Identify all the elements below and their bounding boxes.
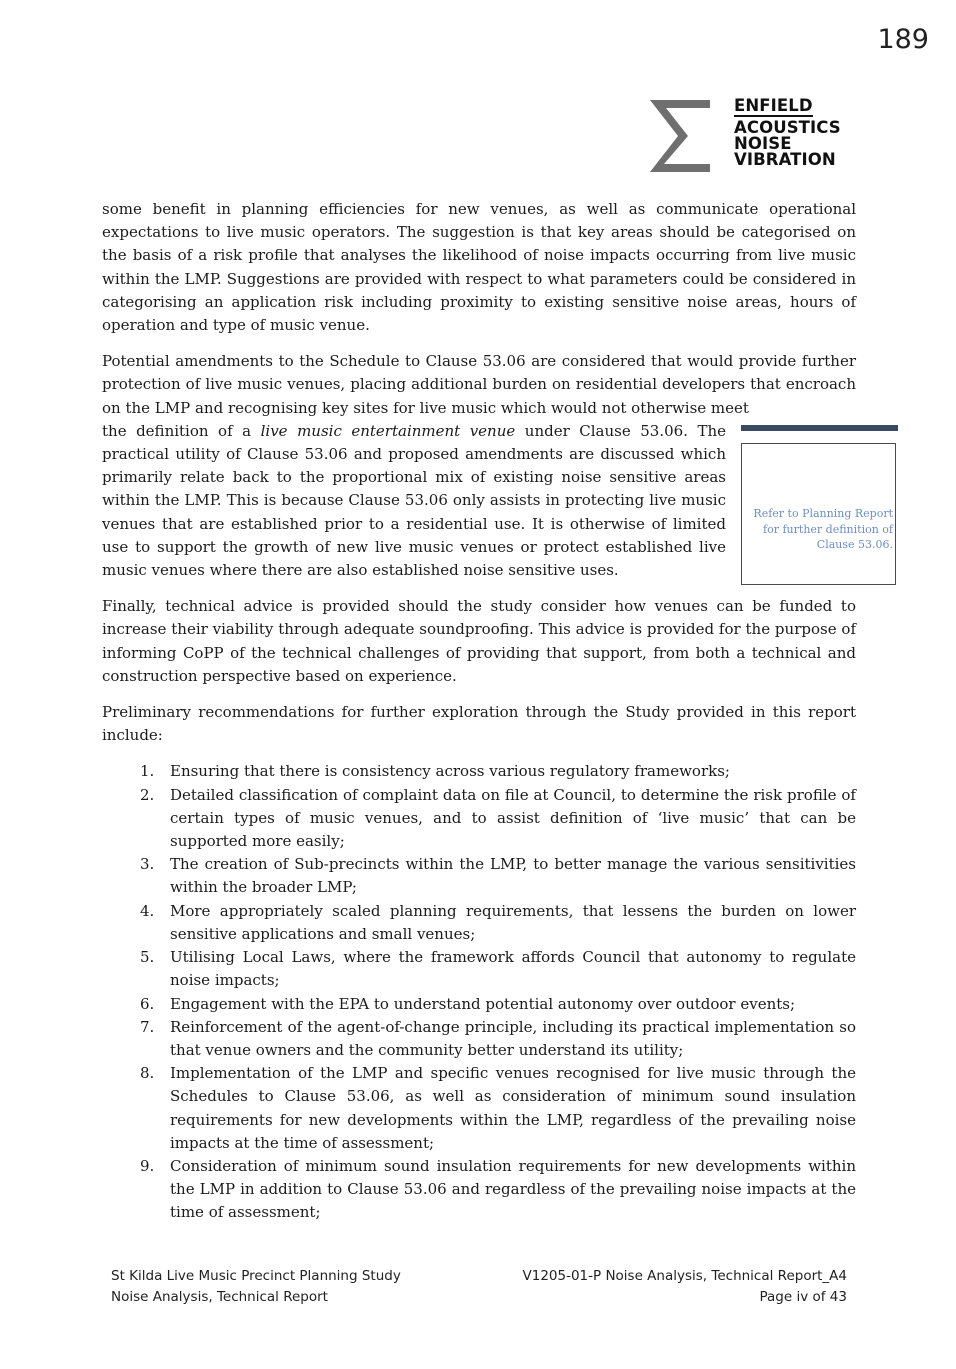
paragraph-4: Preliminary recommendations for further exploration through the Study provided in this report include:: [102, 703, 856, 745]
footer-page-info: Page iv of 43: [759, 1289, 847, 1305]
list-item: 7. Reinforcement of the agent-of-change principle, including its practical implementation so that venue owners and the community better understand its utility;: [140, 1017, 856, 1059]
list-item: 1. Ensuring that there is consistency across various regulatory frameworks;: [140, 762, 730, 781]
logo-text-line-2: ACOUSTICS: [734, 118, 841, 137]
paragraph-2-continued: [102, 420, 726, 582]
logo-text-line-3: NOISE: [734, 134, 792, 153]
paragraph-1: some benefit in planning efficiencies for new venues, as well as communicate operational expectations to live music operators. The suggestion is that key areas should be categorised on the basis of a risk profile that analyses the likelihood of noise impacts occurring from live music within the LMP. Suggestions are provided with respect to what parameters could be considered in categorising an application risk including proximity to existing sensitive noise areas, hours of operation and type of music venue.: [102, 200, 856, 335]
list-item: 2. Detailed classification of complaint data on file at Council, to determine the risk profile of certain types of music venues, and to assist definition of ‘live music’ that can be supported more easily;: [140, 785, 856, 851]
list-item: 8. Implementation of the LMP and specific venues recognised for live music through the Schedules to Clause 53.06, as well as consideration of minimum sound insulation requirements for new developments within the LMP, regardless of the prevailing noise impacts at the time of assessment;: [140, 1064, 856, 1152]
footer-document-id: V1205-01-P Noise Analysis, Technical Report_A4: [522, 1268, 847, 1284]
paragraph-2: Potential amendments to the Schedule to Clause 53.06 are considered that would provide further protection of live music venues, placing additional burden on residential developers that encroach on the LMP and recognising key sites for live music which would not otherwise meet: [102, 352, 856, 417]
sigma-logo-icon: [648, 96, 712, 172]
paragraph-2-text-b: under Clause 53.06. The practical utility of Clause 53.06 and proposed amendments are discussed which primarily relate back to the proportional mix of existing noise sensitive areas within the LMP. This is because Clause 53.06 only assists in protecting live music venues that are established prior to a residential use. It is otherwise of limited use to support the growth of new live music venues or protect established live music venues where there are also established noise sensitive uses.: [102, 421, 726, 580]
sidebar-accent-bar: [741, 425, 898, 431]
body-text: [102, 198, 856, 1225]
page-number: 189: [877, 24, 929, 55]
list-item: 5. Utilising Local Laws, where the framework affords Council that autonomy to regulate noise impacts;: [140, 948, 856, 990]
list-item: 3. The creation of Sub-precincts within the LMP, to better manage the various sensitivities within the broader LMP;: [140, 855, 856, 897]
logo-text-line-1: ENFIELD: [734, 96, 813, 115]
list-item: 6. Engagement with the EPA to understand potential autonomy over outdoor events;: [140, 994, 796, 1013]
sidebar-note-box: [741, 443, 896, 585]
paragraph-2-italic-term: live music entertainment venue: [260, 421, 516, 440]
footer-project-title: St Kilda Live Music Precinct Planning Study: [111, 1268, 401, 1284]
company-logo: [648, 96, 848, 176]
paragraph-3: Finally, technical advice is provided should the study consider how venues can be funded to increase their viability through adequate soundproofing. This advice is provided for the purpose of informing CoPP of the technical challenges of providing that support, from both a technical and construction perspective based on experience.: [102, 597, 856, 685]
recommendations-list: [102, 760, 856, 1224]
logo-text-line-4: VIBRATION: [734, 150, 836, 169]
list-item: 9. Consideration of minimum sound insulation requirements for new developments within the LMP in addition to Clause 53.06 and regardless of the prevailing noise impacts at the time of assessment;: [140, 1156, 856, 1222]
paragraph-2-text-a: the definition of a: [102, 421, 261, 440]
footer-report-title: Noise Analysis, Technical Report: [111, 1289, 328, 1305]
sidebar-note-text: Refer to Planning Report for further definition of Clause 53.06.: [753, 507, 893, 551]
list-item: 4. More appropriately scaled planning requirements, that lessens the burden on lower sensitive applications and small venues;: [140, 901, 856, 943]
